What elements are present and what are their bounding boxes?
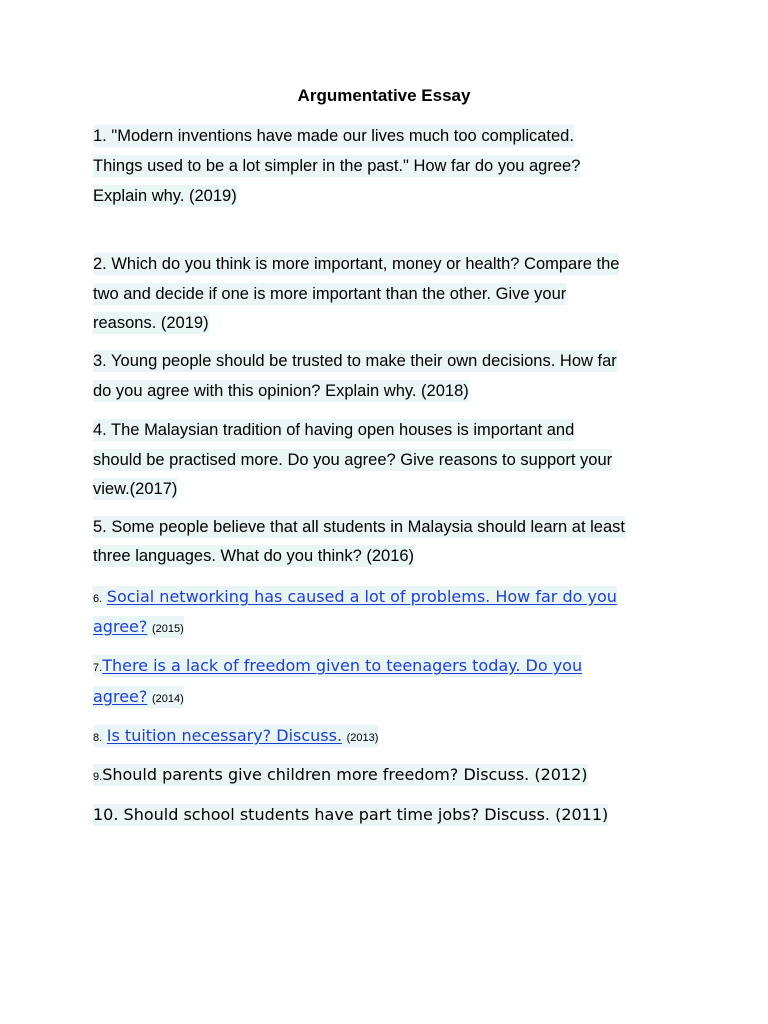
question-7-link-continued[interactable]: agree? bbox=[93, 687, 148, 706]
question-10-text: 10. Should school students have part time jobs? Discuss. (2011) bbox=[93, 805, 609, 824]
question-1-line-1: 1. "Modern inventions have made our lives much too complicated. bbox=[93, 127, 574, 145]
question-1-line-3: Explain why. (2019) bbox=[93, 187, 237, 205]
question-7-line-2 bbox=[93, 686, 184, 708]
question-4-line-1: 4. The Malaysian tradition of having open houses is important and bbox=[93, 421, 575, 439]
question-2-line-1: 2. Which do you think is more important, money or health? Compare the bbox=[93, 255, 620, 273]
question-5-line-2: three languages. What do you think? (2016) bbox=[93, 547, 415, 565]
question-7-number: 7. bbox=[93, 662, 103, 674]
question-6-line-2 bbox=[93, 616, 184, 638]
question-2-line-3: reasons. (2019) bbox=[93, 314, 209, 332]
question-6-number: 6. bbox=[93, 593, 103, 605]
question-3-line-1: 3. Young people should be trusted to make their own decisions. How far bbox=[93, 352, 617, 370]
question-5-line-1: 5. Some people believe that all students in Malaysia should learn at least bbox=[93, 518, 625, 536]
question-9-text: Should parents give children more freedom? Discuss. (2012) bbox=[102, 765, 588, 784]
question-2-line-2: two and decide if one is more important than the other. Give your bbox=[93, 285, 567, 303]
question-7-year: (2014) bbox=[151, 693, 184, 705]
question-8-link[interactable]: Is tuition necessary? Discuss. bbox=[106, 726, 343, 745]
question-9-number: 9. bbox=[93, 771, 103, 783]
question-8-line bbox=[93, 725, 378, 747]
question-6-line-1 bbox=[93, 586, 617, 608]
question-8-year: (2013) bbox=[346, 732, 379, 744]
question-4-line-2: should be practised more. Do you agree? Give reasons to support your bbox=[93, 451, 613, 469]
question-6-year: (2015) bbox=[151, 623, 184, 635]
question-9-line bbox=[93, 764, 588, 786]
question-1-line-2: Things used to be a lot simpler in the past." How far do you agree? bbox=[93, 157, 581, 175]
question-7-line-1 bbox=[93, 655, 582, 677]
question-6-link-continued[interactable]: agree? bbox=[93, 617, 148, 636]
question-8-number: 8. bbox=[93, 732, 103, 744]
question-6-link[interactable]: Social networking has caused a lot of problems. How far do you bbox=[106, 587, 617, 606]
question-4-line-3: view.(2017) bbox=[93, 480, 178, 498]
page-title: Argumentative Essay bbox=[297, 86, 471, 105]
question-3-line-2: do you agree with this opinion? Explain why. (2018) bbox=[93, 382, 469, 400]
question-7-link[interactable]: There is a lack of freedom given to teenagers today. Do you bbox=[102, 656, 583, 675]
